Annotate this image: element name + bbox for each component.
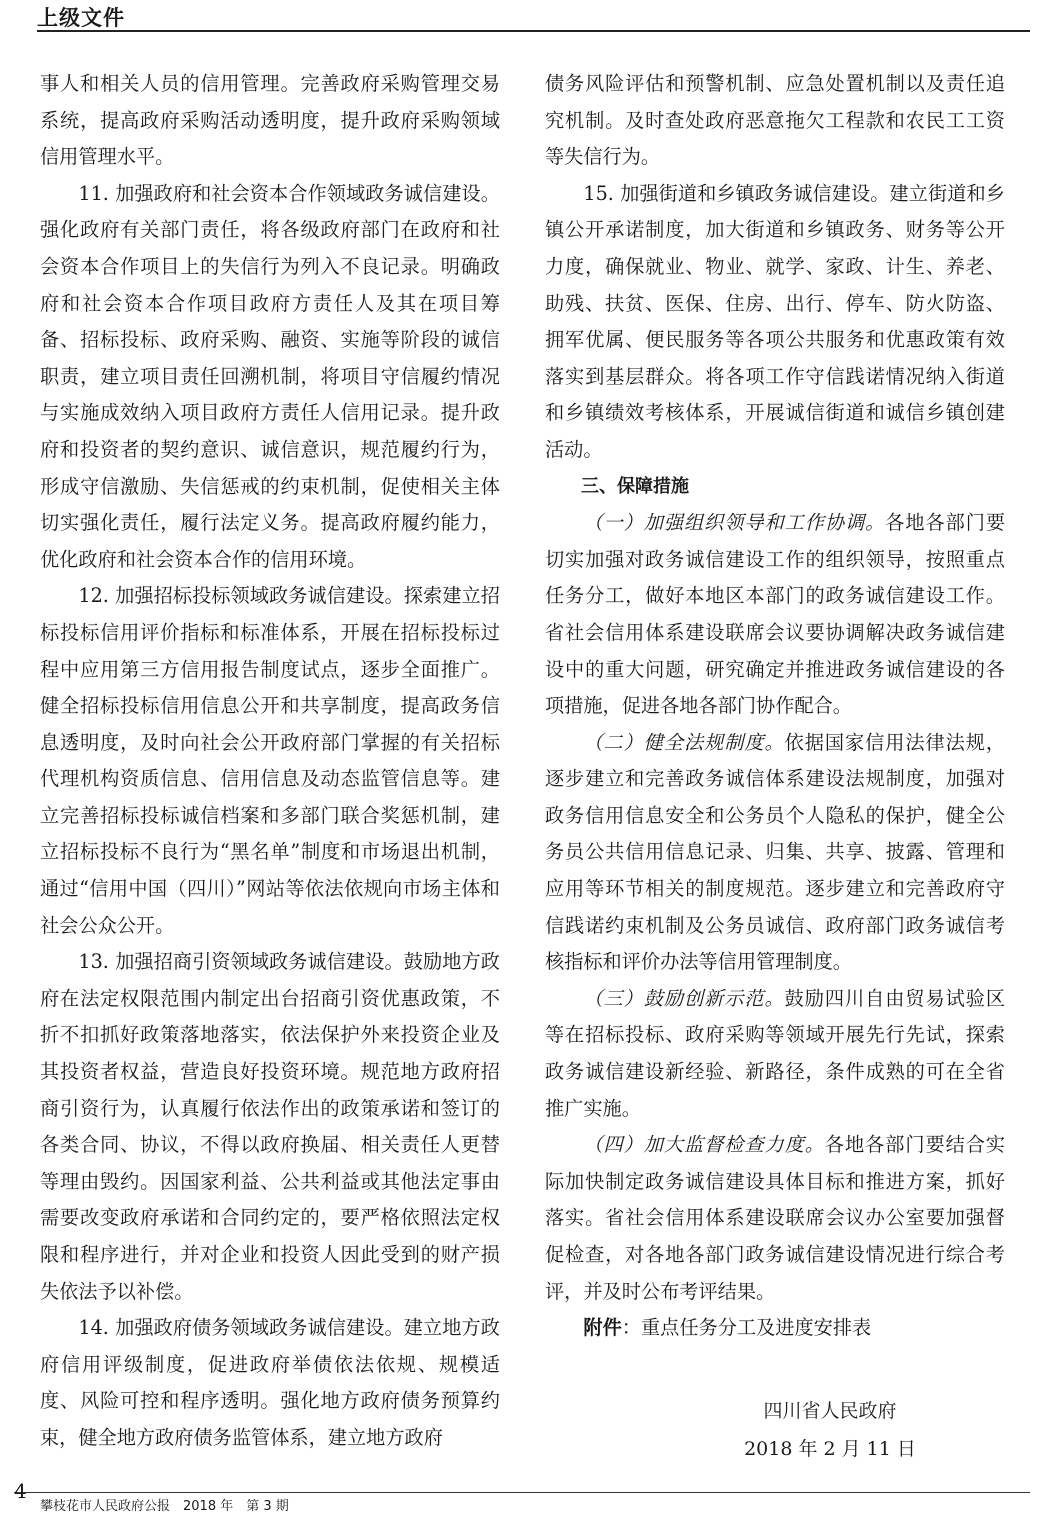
measure-lead: （四）加大监督检查力度。 [583, 1133, 825, 1157]
page-footer [14, 1479, 1030, 1517]
paragraph-item-15: 15. 加强街道和乡镇政务诚信建设。建立街道和乡镇公开承诺制度，加大街道和乡镇政务、财务等公开力度，确保就业、物业、就学、家政、计生、养老、助残、扶贫、医保、住房、出行、停车、防火防盗、拥军优属、便民服务等各项公共服务和优惠政策有效落实到基层群众。将各项工作守信践诺情况纳入街道和乡镇绩效考核体系，开展诚信街道和诚信乡镇创建活动。 [545, 181, 1005, 461]
attachment-label: 附件 [583, 1316, 622, 1340]
section-heading: 三、保障措施 [581, 475, 689, 497]
footer-publication: 攀枝花市人民政府公报 2018 年 第 3 期 [40, 1499, 289, 1514]
page-header [37, 0, 1030, 32]
measure-text: 各地各部门要结合实际加快制定政务诚信建设具体目标和推进方案，抓好落实。省社会信用体系建设联席会议办公室要加强督促检查，对各地各部门政务诚信建设情况进行综合考评，并及时公布考评结果。 [545, 1133, 1005, 1303]
attachment-line [545, 1310, 1005, 1347]
paragraph-item-11: 11. 加强政府和社会资本合作领域政务诚信建设。强化政府有关部门责任，将各级政府部门在政府和社会资本合作项目上的失信行为列入不良记录。明确政府和社会资本合作项目政府方责任人及其在项目筹备、招标投标、政府采购、融资、实施等阶段的诚信职责，建立项目责任回溯机制，将项目守信履约情况与实施成效纳入项目政府方责任人信用记录。提升政府和投资者的契约意识、诚信意识，规范履约行为，形成守信激励、失信惩戒的约束机制，促使相关主体切实强化责任，履行法定义务。提高政府履约能力，优化政府和社会资本合作的信用环境。 [40, 181, 500, 571]
paragraph-measure-4 [545, 1127, 1005, 1310]
paragraph-item-14: 14. 加强政府债务领域政务诚信建设。建立地方政府信用评级制度，促进政府举债依法依规、规模适度、风险可控和程序透明。强化地方政府债务预算约束，健全地方政府债务监管体系，建立地方政府 [40, 1316, 500, 1449]
page-number: 4 [14, 1479, 27, 1503]
header-title: 上级文件 [37, 6, 125, 30]
measure-text: 依据国家信用法律法规，逐步建立和完善政务诚信体系建设法规制度，加强对政务信用信息安全和公务员个人隐私的保护，健全公务员公共信用信息记录、归集、共享、披露、管理和应用等环节相关的制度规范。逐步建立和完善政府守信践诺约束机制及公务员诚信、政府部门政务诚信考核指标和评价办法等信用管理制度。 [545, 730, 1006, 974]
attachment-text: ：重点任务分工及进度安排表 [621, 1316, 872, 1340]
paragraph-measure-3 [545, 981, 1005, 1127]
right-column [545, 66, 1005, 1347]
measure-text: 各地各部门要切实加强对政务诚信建设工作的组织领导，按照重点任务分工，做好本地区本部门的政务诚信建设工作。省社会信用体系建设联席会议要协调解决政务诚信建设中的重大问题，研究确定并推进政务诚信建设的各项措施，促进各地各部门协作配合。 [545, 511, 1006, 718]
paragraph-continuation: 债务风险评估和预警机制、应急处置机制以及责任追究机制。及时查处政府恶意拖欠工程款和农民工工资等失信行为。 [545, 72, 1005, 169]
signature-date: 2018 年 2 月 11 日 [744, 1438, 916, 1460]
paragraph-item-12: 12. 加强招标投标领域政务诚信建设。探索建立招标投标信用评价指标和标准体系，开展在招标投标过程中应用第三方信用报告制度试点，逐步全面推广。健全招标投标信用信息公开和共享制度，提高政务信息透明度，及时向社会公开政府部门掌握的有关招标代理机构资质信息、信用信息及动态监管信息等。建立完善招标投标诚信档案和多部门联合奖惩机制，建立招标投标不良行为“黑名单”制度和市场退出机制，通过“信用中国（四川）”网站等依法依规向市场主体和社会公众公开。 [40, 584, 500, 937]
paragraph-measure-2 [545, 725, 1005, 981]
measure-text: 鼓励四川自由贸易试验区等在招标投标、政府采购等领域开展先行先试，探索政务诚信建设新经验、新路径，条件成熟的可在全省推广实施。 [545, 986, 1006, 1120]
left-column [40, 66, 500, 1457]
signature-org: 四川省人民政府 [763, 1400, 897, 1422]
paragraph-measure-1 [545, 505, 1005, 725]
measure-lead: （一）加强组织领导和工作协调。 [583, 511, 886, 535]
paragraph-continuation: 事人和相关人员的信用管理。完善政府采购管理交易系统，提高政府采购活动透明度，提升政府采购领域信用管理水平。 [40, 72, 500, 169]
measure-lead: （二）健全法规制度。 [583, 730, 785, 754]
measure-lead: （三）鼓励创新示范。 [583, 986, 785, 1010]
paragraph-item-13: 13. 加强招商引资领域政务诚信建设。鼓励地方政府在法定权限范围内制定出台招商引资优惠政策，不折不扣抓好政策落地落实，依法保护外来投资企业及其投资者权益，营造良好投资环境。规范地方政府招商引资行为，认真履行依法作出的政策承诺和签订的各类合同、协议，不得以政府换届、相关责任人更替等理由毁约。因国家利益、公共利益或其他法定事由需要改变政府承诺和合同约定的，要严格依照法定权限和程序进行，并对企业和投资人因此受到的财产损失依法予以补偿。 [40, 950, 500, 1303]
